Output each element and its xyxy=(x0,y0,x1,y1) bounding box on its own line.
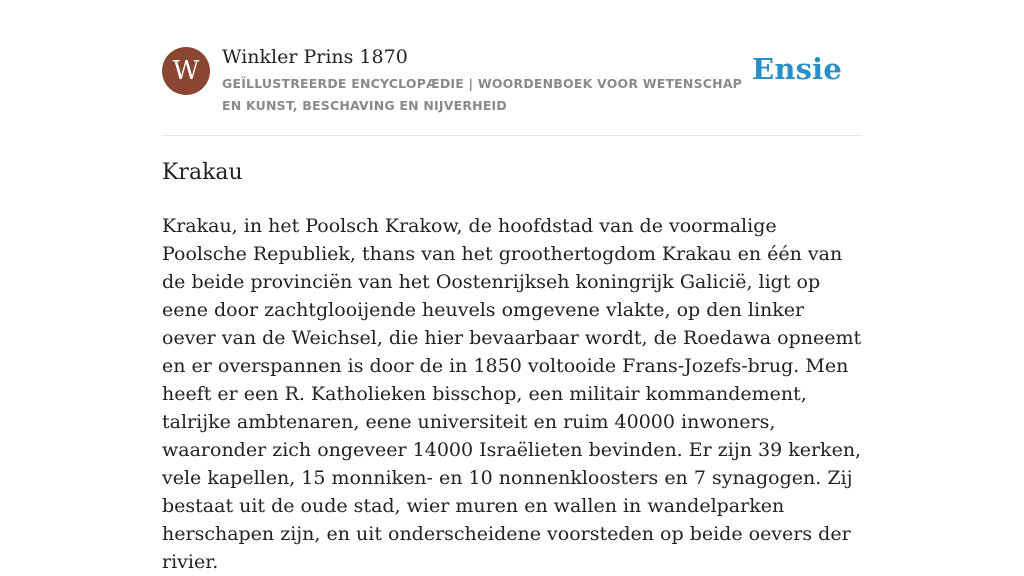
source-subtitle: GEÏLLUSTREERDE ENCYCLOPÆDIE | WOORDENBOEK VOOR WETENSCHAP EN KUNST, BESCHAVING EN NIJVERHEID xyxy=(222,76,743,113)
page-container xyxy=(162,0,862,573)
ensie-logo-link[interactable]: Ensie xyxy=(752,52,842,86)
source-avatar[interactable]: W xyxy=(162,47,210,95)
source-title[interactable]: Winkler Prins 1870 xyxy=(222,46,408,68)
article-title: Krakau xyxy=(162,160,243,185)
source-header xyxy=(162,0,862,136)
article-body: Krakau, in het Poolsch Krakow, de hoofdstad van de voormalige Poolsche Republiek, thans van het groothertogdom Krakau en één van de beide provinciën van het Oostenrijkseh koningrijk Galicië, ligt op eene door zachtglooijende heuvels omgevene vlakte, op den linker oever van de Weichsel, die hier bevaarbaar wordt, de Roedawa opneemt en er overspannen is door de in 1850 voltooide Frans-Jozefs-brug. Men heeft er een R. Katholieken bisschop, een militair kommandement, talrijke ambtenaren, eene universiteit en ruim 40000 inwoners, waaronder zich ongeveer 14000 Israëlieten bevinden. Er zijn 39 kerken, vele kapellen, 15 monniken- en 10 nonnenkloosters en 7 synagogen. Zij bestaat uit de oude stad, wier muren en wallen in wandelparken herschapen zijn, en uit onderscheidene voorsteden op beide oevers der rivier. xyxy=(162,215,862,573)
